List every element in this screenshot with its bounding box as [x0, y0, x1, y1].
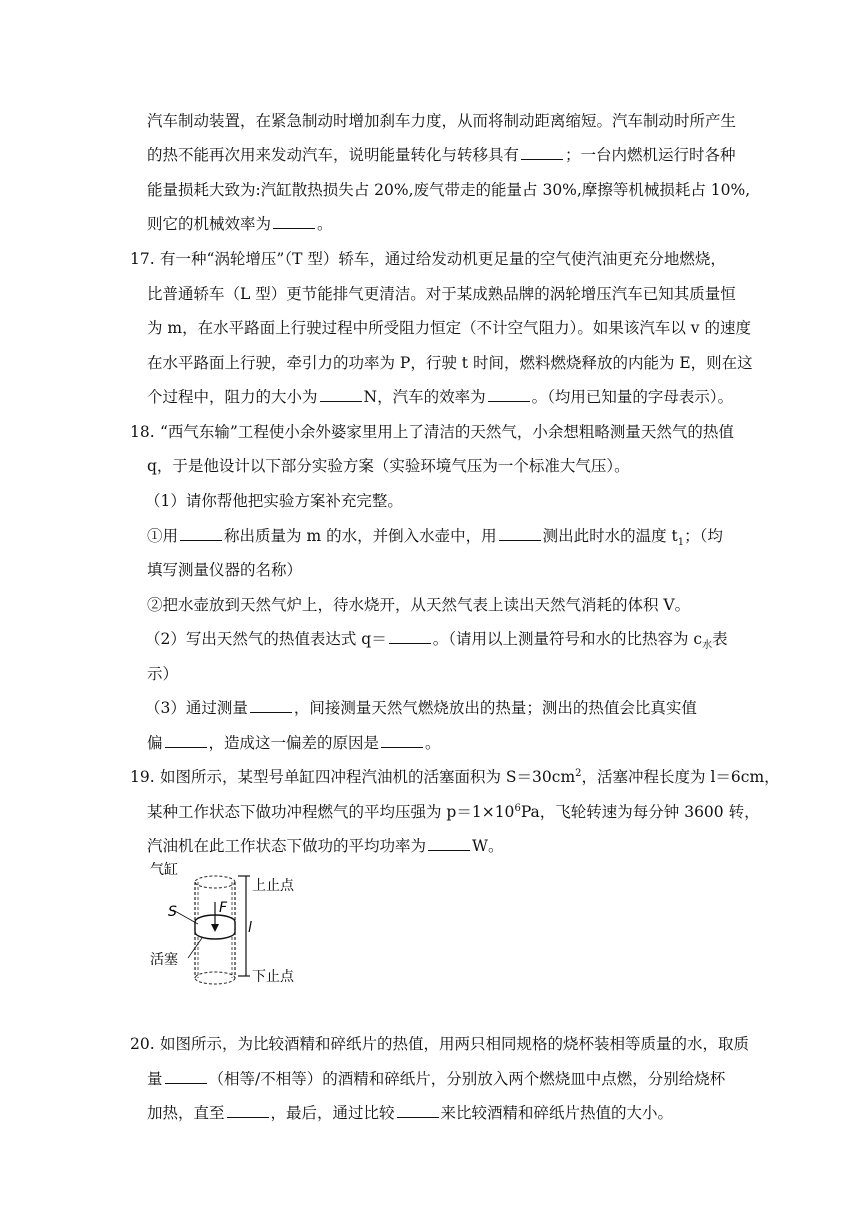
paragraph-line — [147, 1103, 673, 1123]
paragraph-line — [160, 1034, 749, 1054]
text: ，间接测量天然气燃烧放出的热量；测出的热值会比真实值 — [293, 699, 697, 717]
text: 填写测量仪器的名称） — [147, 561, 303, 579]
text: ②把水壶放到天然气炉上，待水烧开，从天然气表上读出天然气消耗的体积 V。 — [147, 596, 691, 614]
paragraph-line — [147, 284, 736, 304]
label-cylinder: 气缸 — [150, 862, 178, 878]
subscript: 1 — [677, 537, 685, 549]
text: 如图所示，为比较酒精和碎纸片的热值，用两只相同规格的烧杯装相等质量的水，取质 — [160, 1035, 750, 1053]
paragraph-line — [147, 214, 333, 234]
text: 表 — [712, 630, 728, 648]
text: （1）请你帮他把实验方案补充完整。 — [145, 492, 403, 510]
label-l: l — [248, 920, 252, 936]
answer-blank[interactable] — [521, 145, 563, 160]
paragraph-line — [147, 145, 736, 165]
subscript: 水 — [702, 640, 713, 652]
paragraph-line — [147, 664, 178, 684]
text: ，最后，通过比较 — [270, 1104, 395, 1122]
text: 加热，直至 — [147, 1104, 225, 1122]
text: Pa，飞轮转速为每分钟 3600 转， — [520, 803, 760, 821]
answer-blank[interactable] — [250, 698, 292, 713]
text: （3）通过测量 — [145, 699, 248, 717]
text: 偏 — [147, 734, 163, 752]
paragraph-line — [147, 526, 723, 549]
paragraph-line — [147, 111, 736, 131]
text: q，于是他设计以下部分实验方案（实验环境气压为一个标准大气压）。 — [147, 457, 630, 475]
answer-blank[interactable] — [180, 526, 222, 541]
text: （相等/不相等）的酒精和碎纸片，分别放入两个燃烧皿中点燃，分别给烧杯 — [208, 1070, 726, 1088]
label-bottom-dead-center: 下止点 — [252, 969, 294, 985]
paragraph-line — [147, 836, 503, 856]
answer-blank[interactable] — [381, 733, 423, 748]
text: ；（均 — [684, 527, 723, 545]
paragraph-line — [160, 422, 734, 442]
answer-blank[interactable] — [499, 526, 541, 541]
text: 某种工作状态下做功冲程燃气的平均压强为 p＝1×10 — [147, 803, 515, 821]
label-piston: 活塞 — [150, 952, 178, 968]
paragraph-line — [160, 767, 780, 787]
label-f: F — [219, 900, 228, 916]
text: 如图所示，某型号单缸四冲程汽油机的活塞面积为 S＝30cm — [160, 768, 576, 786]
text: 的热不能再次用来发动汽车，说明能量转化与转移具有 — [147, 146, 520, 164]
text: ①用 — [147, 527, 179, 545]
text: 汽车制动装置，在紧急制动时增加刹车力度，从而将制动距离缩短。汽车制动时所产生 — [147, 112, 737, 130]
text: 来比较酒精和碎纸片热值的大小。 — [440, 1104, 674, 1122]
paragraph-line — [147, 180, 750, 200]
paragraph-line — [147, 595, 690, 615]
answer-blank[interactable] — [227, 1103, 269, 1118]
paragraph-line — [147, 456, 630, 476]
paragraph-line — [147, 1069, 725, 1089]
cylinder-top — [195, 876, 235, 888]
text: 在水平路面上行驶，牵引力的功率为 P，行驶 t 时间，燃料燃烧释放的内能为 E，则在这 — [147, 354, 753, 372]
paragraph-line — [147, 318, 751, 338]
paragraph-line — [147, 733, 441, 753]
paragraph-line — [147, 353, 753, 373]
text: 量 — [147, 1070, 163, 1088]
paragraph-line — [147, 802, 760, 822]
answer-blank[interactable] — [397, 1103, 439, 1118]
text: 汽油机在此工作状态下做功的平均功率为 — [147, 837, 427, 855]
text: “西气东输”工程使小余外婆家里用上了清洁的天然气，小余想粗略测量天然气的热值 — [160, 423, 734, 441]
text: （2）写出天然气的热值表达式 q＝ — [145, 630, 387, 648]
text: 则它的机械效率为 — [147, 215, 272, 233]
text: 。 — [317, 215, 333, 233]
text: 称出质量为 m 的水，并倒入水壶中，用 — [224, 527, 497, 545]
cylinder-bottom — [195, 972, 235, 984]
text: 比普通轿车（L 型）更节能排气更清洁。对于某成熟品牌的涡轮增压汽车已知其质量恒 — [147, 285, 736, 303]
text: W。 — [472, 837, 504, 855]
text: ，活塞冲程长度为 l＝6cm， — [581, 768, 780, 786]
cylinder-piston-figure — [150, 860, 320, 995]
text: 测出此时水的温度 t — [542, 527, 678, 545]
answer-blank[interactable] — [428, 836, 470, 851]
paragraph-line — [147, 560, 302, 580]
question-number: 19. — [130, 768, 155, 786]
text: 为 m，在水平路面上行驶过程中所受阻力恒定（不计空气阻力）。如果该汽车以 v 的速度 — [147, 319, 751, 337]
answer-blank[interactable] — [273, 214, 315, 229]
paragraph-line — [160, 249, 726, 269]
answer-blank[interactable] — [488, 387, 530, 402]
paragraph-line — [145, 698, 697, 718]
answer-blank[interactable] — [165, 733, 207, 748]
label-top-dead-center: 上止点 — [252, 878, 294, 894]
answer-blank[interactable] — [389, 629, 431, 644]
paragraph-line — [147, 387, 733, 407]
paragraph-line — [145, 491, 403, 511]
question-number: 18. — [130, 423, 155, 441]
label-s: S — [168, 904, 177, 920]
question-number: 17. — [130, 250, 155, 268]
text: 有一种“涡轮增压”（T 型）轿车，通过给发动机更足量的空气使汽油更充分地燃烧， — [160, 250, 726, 268]
text: 。（请用以上测量符号和水的比热容为 c — [432, 630, 703, 648]
answer-blank[interactable] — [320, 387, 362, 402]
text: 个过程中，阻力的大小为 — [147, 388, 318, 406]
text: 。 — [425, 734, 441, 752]
text: 。（均用已知量的字母表示）。 — [531, 388, 734, 406]
question-number: 20. — [130, 1035, 155, 1053]
text: ；一台内燃机运行时各种 — [565, 146, 736, 164]
text: 能量损耗大致为:汽缸散热损失占 20%,废气带走的能量占 30%,摩擦等机械损耗占 10%, — [147, 181, 751, 199]
text: 示） — [147, 665, 179, 683]
text: ，造成这一偏差的原因是 — [208, 734, 380, 752]
answer-blank[interactable] — [165, 1069, 207, 1084]
superscript: 6 — [514, 802, 521, 814]
paragraph-line — [145, 629, 728, 652]
superscript: 2 — [575, 767, 582, 779]
text: N，汽车的效率为 — [363, 388, 486, 406]
